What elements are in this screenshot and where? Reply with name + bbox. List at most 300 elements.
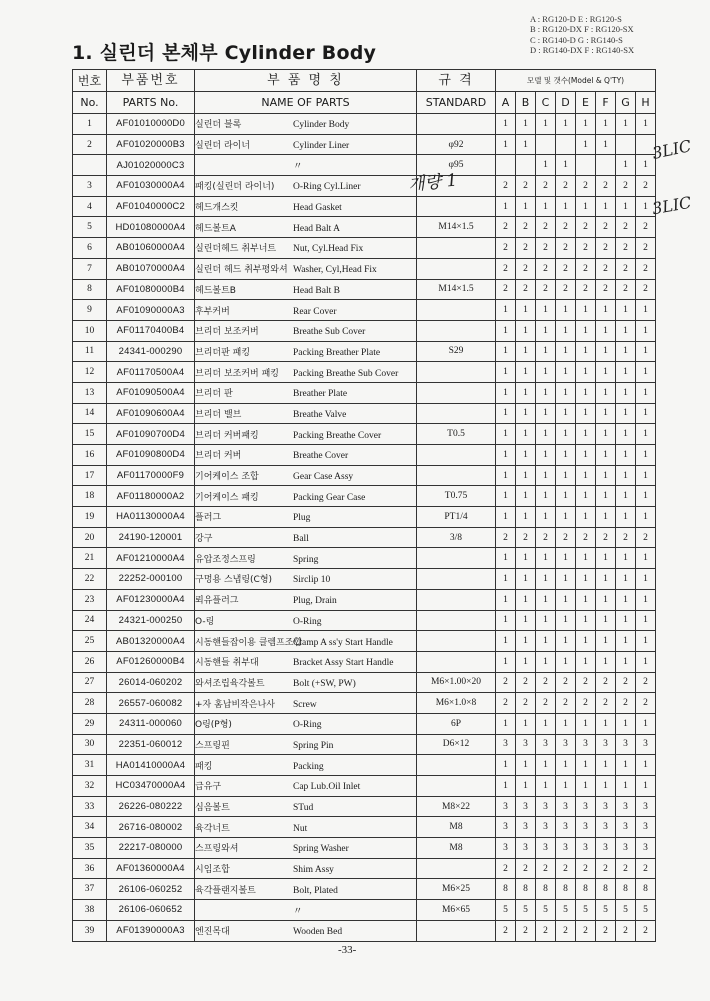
standard [417,403,496,424]
part-name [195,631,417,652]
quantity-cell: 3 [536,734,556,755]
quantity-cell: 5 [616,900,636,921]
part-number: 26106-060252 [107,879,195,900]
quantity-cell: 1 [576,382,596,403]
part-name [195,838,417,859]
part-name-en: Spring Washer [293,844,349,855]
row-number: 15 [73,424,107,445]
quantity-cell: 1 [536,114,556,135]
part-name-en: Bolt, Plated [293,885,338,896]
quantity-cell: 1 [556,507,576,528]
part-number: HC03470000A4 [107,776,195,797]
quantity-cell: 3 [596,817,616,838]
quantity-cell: 1 [616,382,636,403]
quantity-cell: 2 [576,920,596,941]
standard [417,610,496,631]
part-name-ko: 급유구 [195,782,222,793]
part-name [195,465,417,486]
quantity-cell: 3 [636,817,656,838]
row-number: 3 [73,176,107,197]
quantity-cell: 2 [536,920,556,941]
quantity-cell: 1 [496,382,516,403]
standard [417,114,496,135]
quantity-cell: 1 [636,465,656,486]
row-number: 25 [73,631,107,652]
quantity-cell: 2 [596,920,616,941]
part-name [195,734,417,755]
quantity-cell: 1 [516,300,536,321]
quantity-cell: 1 [556,486,576,507]
part-name [195,217,417,238]
standard [417,569,496,590]
quantity-cell: 1 [496,755,516,776]
part-name-ko: 엔진목대 [195,927,230,938]
part-name-en: Screw [293,699,317,710]
quantity-cell: 1 [616,362,636,383]
quantity-cell: 2 [536,858,556,879]
quantity-cell: 8 [536,879,556,900]
table-row [73,651,656,672]
quantity-cell: 1 [596,134,616,155]
row-number: 27 [73,672,107,693]
quantity-cell: 2 [576,258,596,279]
quantity-cell: 1 [636,713,656,734]
quantity-cell: 3 [596,838,616,859]
quantity-cell: 1 [556,382,576,403]
quantity-cell: 1 [636,776,656,797]
quantity-cell: 2 [636,217,656,238]
table-row [73,445,656,466]
quantity-cell: 1 [616,300,636,321]
part-name-ko: 뢰유플러그 [195,596,239,607]
quantity-cell [576,155,596,176]
quantity-cell: 3 [636,838,656,859]
quantity-cell: 1 [576,713,596,734]
header-part-no-en: PARTS No. [107,92,195,114]
quantity-cell: 8 [616,879,636,900]
part-name [195,114,417,135]
quantity-cell: 1 [596,486,616,507]
quantity-cell: 2 [636,920,656,941]
quantity-cell: 1 [596,114,616,135]
quantity-cell: 1 [576,403,596,424]
part-name-en: Bolt (+SW, PW) [293,678,356,689]
quantity-cell [616,134,636,155]
part-name-en: Packing [293,761,324,772]
part-number: HA01130000A4 [107,507,195,528]
quantity-cell: 1 [496,713,516,734]
quantity-cell: 1 [576,134,596,155]
quantity-cell: 2 [496,258,516,279]
table-row [73,838,656,859]
part-name-en: Packing Breathe Sub Cover [293,368,399,379]
quantity-cell: 1 [496,486,516,507]
header-no-en: No. [73,92,107,114]
quantity-cell: 3 [636,734,656,755]
row-number: 34 [73,817,107,838]
quantity-cell: 1 [576,486,596,507]
standard: M6×25 [417,879,496,900]
part-name [195,817,417,838]
quantity-cell: 3 [556,838,576,859]
header-model-e: E [576,92,596,114]
quantity-cell: 1 [496,610,516,631]
quantity-cell: 1 [536,382,556,403]
part-name-ko: 실린더 헤드 취부평와셔 [195,265,288,276]
quantity-cell: 2 [636,279,656,300]
part-number: AJ01020000C3 [107,155,195,176]
part-name-ko: 시동핸들잡이용 클렘프조합 [195,637,303,648]
part-number: 26014-060202 [107,672,195,693]
quantity-cell: 1 [616,713,636,734]
part-name-ko: 브리더판 패킹 [195,347,251,358]
quantity-cell: 1 [496,631,516,652]
quantity-cell: 1 [516,403,536,424]
quantity-cell: 2 [576,858,596,879]
quantity-cell: 1 [536,341,556,362]
quantity-cell: 1 [616,507,636,528]
part-number: 22252-000100 [107,569,195,590]
quantity-cell: 2 [596,672,616,693]
quantity-cell: 1 [596,362,616,383]
quantity-cell: 8 [496,879,516,900]
quantity-cell: 2 [576,238,596,259]
part-number: AF01040000C2 [107,196,195,217]
quantity-cell: 1 [516,114,536,135]
part-number: AF01080000B4 [107,279,195,300]
quantity-cell: 1 [556,776,576,797]
standard [417,362,496,383]
model-legend [530,14,634,56]
part-name [195,258,417,279]
legend-line: C : RG140-D G : RG140-S [530,34,623,45]
part-name [195,776,417,797]
header-model-c: C [536,92,556,114]
part-number: 24190-120001 [107,527,195,548]
part-name-en: Bracket Assy Start Handle [293,658,394,669]
quantity-cell: 3 [556,817,576,838]
quantity-cell: 1 [536,424,556,445]
quantity-cell: 3 [496,734,516,755]
quantity-cell: 1 [516,486,536,507]
row-number: 21 [73,548,107,569]
quantity-cell: 1 [516,776,536,797]
quantity-cell: 1 [536,300,556,321]
table-row [73,114,656,135]
part-name-ko: 육각너트 [195,823,230,834]
part-number: AF01360000A4 [107,858,195,879]
standard [417,920,496,941]
table-row [73,755,656,776]
table-row [73,155,656,176]
quantity-cell: 1 [536,610,556,631]
part-name [195,424,417,445]
quantity-cell: 2 [556,279,576,300]
part-name-en: Clamp A ss'y Start Handle [293,637,393,648]
quantity-cell: 1 [616,465,636,486]
part-name [195,445,417,466]
quantity-cell: 1 [636,589,656,610]
quantity-cell: 2 [536,527,556,548]
quantity-cell: 2 [516,858,536,879]
part-number: HD01080000A4 [107,217,195,238]
quantity-cell: 2 [636,527,656,548]
quantity-cell: 3 [516,734,536,755]
header-standard-en: STANDARD [417,92,496,114]
standard: M8 [417,817,496,838]
quantity-cell: 1 [636,507,656,528]
handwritten-margin-note: 3LIC [650,192,693,219]
standard [417,258,496,279]
quantity-cell: 3 [636,796,656,817]
quantity-cell: 8 [596,879,616,900]
quantity-cell: 1 [616,114,636,135]
part-number: 26106-060652 [107,900,195,921]
part-number: AF01170500A4 [107,362,195,383]
quantity-cell: 2 [556,527,576,548]
legend-line: A : RG120-D E : RG120-S [530,14,622,24]
row-number: 9 [73,300,107,321]
part-number: AF01210000A4 [107,548,195,569]
quantity-cell: 1 [556,114,576,135]
part-name [195,796,417,817]
part-name [195,320,417,341]
part-name-en: Packing Gear Case [293,492,366,503]
row-number [73,155,107,176]
quantity-cell: 2 [536,693,556,714]
part-name-ko: O링(P형) [195,720,232,731]
quantity-cell: 1 [636,486,656,507]
part-name [195,713,417,734]
row-number: 2 [73,134,107,155]
quantity-cell: 1 [596,196,616,217]
quantity-cell: 1 [616,320,636,341]
quantity-cell: 5 [596,900,616,921]
quantity-cell: 2 [536,238,556,259]
part-name-ko: 브리더 밸브 [195,409,242,420]
row-number: 11 [73,341,107,362]
row-number: 5 [73,217,107,238]
quantity-cell: 1 [516,569,536,590]
quantity-cell: 1 [636,114,656,135]
quantity-cell: 1 [596,713,616,734]
quantity-cell: 1 [636,362,656,383]
quantity-cell: 2 [616,920,636,941]
quantity-cell: 2 [636,858,656,879]
header-model-b: B [516,92,536,114]
quantity-cell: 1 [616,631,636,652]
row-number: 4 [73,196,107,217]
quantity-cell: 1 [556,651,576,672]
part-number: AF01260000B4 [107,651,195,672]
row-number: 14 [73,403,107,424]
quantity-cell: 1 [596,382,616,403]
part-number: 22351-060012 [107,734,195,755]
table-row [73,900,656,921]
part-name-en: 〃 [293,906,303,917]
table-row [73,776,656,797]
quantity-cell: 1 [536,755,556,776]
quantity-cell: 1 [516,341,536,362]
part-name [195,693,417,714]
quantity-cell: 2 [496,920,516,941]
part-name [195,548,417,569]
part-name [195,176,417,197]
quantity-cell: 1 [496,341,516,362]
quantity-cell: 1 [596,465,616,486]
row-number: 17 [73,465,107,486]
quantity-cell: 1 [536,631,556,652]
quantity-cell: 1 [496,548,516,569]
part-name [195,403,417,424]
part-name-ko: 브리더 커버패킹 [195,430,259,441]
quantity-cell: 2 [536,258,556,279]
part-number: AF01170000F9 [107,465,195,486]
part-number: 22217-080000 [107,838,195,859]
quantity-cell: 1 [516,548,536,569]
table-row [73,569,656,590]
quantity-cell: 2 [516,693,536,714]
quantity-cell: 1 [556,569,576,590]
quantity-cell: 2 [496,858,516,879]
part-name-en: Rear Cover [293,306,337,317]
quantity-cell: 1 [596,589,616,610]
quantity-cell: 1 [636,548,656,569]
standard [417,548,496,569]
quantity-cell: 2 [556,920,576,941]
header-standard-ko: 규 격 [417,70,496,92]
row-number: 16 [73,445,107,466]
part-number: AF01020000B3 [107,134,195,155]
table-row [73,403,656,424]
part-name [195,858,417,879]
header-model-d: D [556,92,576,114]
quantity-cell: 1 [536,507,556,528]
quantity-cell: 8 [576,879,596,900]
quantity-cell: 1 [616,755,636,776]
quantity-cell: 2 [516,238,536,259]
quantity-cell: 1 [636,445,656,466]
quantity-cell: 1 [576,465,596,486]
quantity-cell: 2 [556,672,576,693]
quantity-cell: 1 [596,341,616,362]
quantity-cell: 1 [576,196,596,217]
part-name [195,196,417,217]
quantity-cell: 1 [616,341,636,362]
table-row [73,713,656,734]
part-number: HA01410000A4 [107,755,195,776]
quantity-cell: 1 [536,155,556,176]
part-name-en: Breathe Sub Cover [293,327,366,338]
quantity-cell: 1 [636,320,656,341]
table-row [73,382,656,403]
quantity-cell: 1 [636,424,656,445]
part-number: 26226-080222 [107,796,195,817]
part-name-en: Sirclip 10 [293,575,331,586]
quantity-cell: 2 [536,217,556,238]
quantity-cell [596,155,616,176]
handwritten-note: 개량 1 [407,170,459,196]
quantity-cell [496,155,516,176]
part-name-ko: 브리더 커버 [195,451,242,462]
part-name [195,610,417,631]
quantity-cell: 3 [616,734,636,755]
part-number: AF01170400B4 [107,320,195,341]
part-name-ko: 시동핸들 취부대 [195,658,259,669]
part-name [195,900,417,921]
part-name-ko: +자 홈납비작은나사 [195,699,275,710]
handwritten-margin-note: 3LIC [650,136,693,163]
part-name-ko: 구멍용 스냅링(C형) [195,575,273,586]
part-name-ko: 실린더 블록 [195,120,242,131]
quantity-cell: 1 [576,569,596,590]
quantity-cell: 2 [556,258,576,279]
row-number: 20 [73,527,107,548]
standard [417,445,496,466]
quantity-cell: 1 [496,651,516,672]
part-name-ko: 후부커버 [195,306,230,317]
quantity-cell: 1 [556,300,576,321]
part-name-ko: 기어케이스 패킹 [195,492,259,503]
quantity-cell: 1 [536,320,556,341]
part-name-ko: 유압조정스프링 [195,554,256,565]
quantity-cell: 2 [516,527,536,548]
quantity-cell: 2 [636,258,656,279]
part-number: AF01030000A4 [107,176,195,197]
part-name [195,279,417,300]
quantity-cell: 2 [516,279,536,300]
part-name-ko: 브리더 판 [195,389,233,400]
quantity-cell: 2 [496,693,516,714]
quantity-cell: 2 [516,920,536,941]
row-number: 19 [73,507,107,528]
quantity-cell: 1 [516,445,536,466]
standard [417,382,496,403]
quantity-cell: 1 [536,713,556,734]
quantity-cell: 1 [556,362,576,383]
standard: M8×22 [417,796,496,817]
standard [417,465,496,486]
table-row [73,424,656,445]
quantity-cell: 1 [596,631,616,652]
parts-table-body [73,114,656,942]
part-name [195,672,417,693]
row-number: 38 [73,900,107,921]
quantity-cell: 1 [636,403,656,424]
table-row [73,341,656,362]
standard [417,858,496,879]
part-name-ko: 브리더 보조커버 패킹 [195,368,279,379]
quantity-cell: 1 [496,424,516,445]
part-name-ko: 패킹 [195,761,213,772]
quantity-cell: 1 [596,320,616,341]
row-number: 23 [73,589,107,610]
quantity-cell: 3 [536,838,556,859]
standard: PT1/4 [417,507,496,528]
quantity-cell: 1 [516,465,536,486]
part-name-en: O-Ring Cyl.Liner [293,182,361,193]
part-name-en: Breathe Cover [293,451,349,462]
quantity-cell: 1 [496,362,516,383]
quantity-cell: 3 [556,734,576,755]
quantity-cell: 1 [516,713,536,734]
part-name [195,486,417,507]
quantity-cell: 2 [616,527,636,548]
quantity-cell: 1 [496,776,516,797]
quantity-cell: 1 [616,548,636,569]
part-name [195,755,417,776]
row-number: 24 [73,610,107,631]
